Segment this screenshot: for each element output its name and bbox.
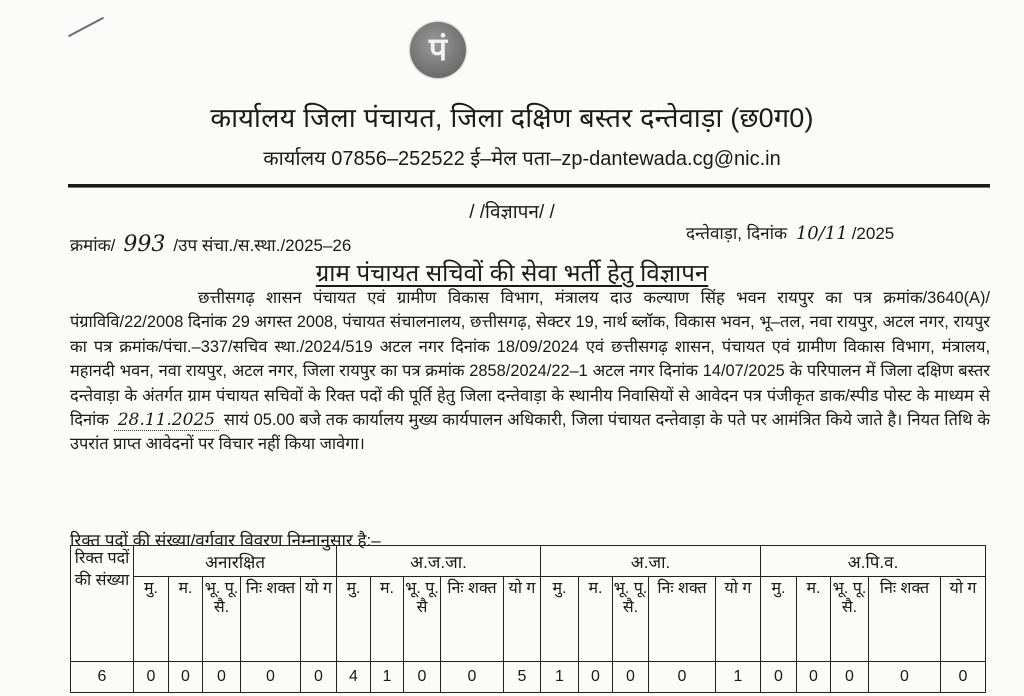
sub-header: भू. पू. सै. [203,577,241,662]
table-cell: 0 [869,662,941,693]
logo-glyph: पं [428,31,448,67]
sub-header-row [71,577,986,662]
sub-header: मु. [761,577,797,662]
ref-number-handwritten: 993 [123,232,166,257]
date-handwritten: 10/11 [795,223,848,244]
ref-prefix: क्रमांक/ [70,236,116,255]
sub-header: म. [579,577,613,662]
table-cell: 0 [134,662,169,693]
table-cell: 1 [541,662,579,693]
table-cell: 4 [337,662,371,693]
sub-header: निः शक्त [241,577,301,662]
sub-header: यो ग [504,577,541,662]
body-part-1: छत्तीसगढ़ शासन पंचायत एवं ग्रामीण विकास विभाग, मंत्रालय दाउ कल्याण सिंह भवन रायपुर का पत्र क्रमांक/3640(A)/पंग्राविवि/22/2008 दिनांक 29 अगस्त 2008, पंचायत संचालनालय, छत्तीसगढ़, सेक्टर 19, नार्थ ब्लॉक, विकास भवन, भू–तल, नवा रायपुर, अटल नगर, रायपुर का पत्र क्रमांक/पंचा.–337/सचिव स्था./2024/519 अटल नगर दिनांक 18/09/2024 एवं छत्तीसगढ़ शासन, पंचायत एवं ग्रामीण विकास विभाग, मंत्रालय, महानदी भवन, नवा रायपुर, अटल नगर, जिला रायपुर का पत्र क्रमांक 2858/2024/22–1 अटल नगर दिनांक 14/07/2025 के परिपालन में जिला दक्षिण बस्तर दन्तेवाड़ा के अंतर्गत ग्राम पंचायत सचिवों के रिक्त पदों की पूर्ति हेतु जिला दन्तेवाड़ा के स्थानीय निवासियों से आवेदन पत्र पंजीकृत डाक/स्पीड पोस्ट के माध्यम से दिनांक [70,289,990,430]
notice-body [70,286,990,457]
org-contact: कार्यालय 07856–252522 ई–मेल पता–zp-dantewada.cg@nic.in [263,148,781,170]
header-divider [68,184,990,188]
sub-header: निः शक्त [649,577,716,662]
notice-tag: / /विज्ञापन/ / [469,202,555,223]
reference-number [70,232,351,257]
table-cell: 0 [169,662,203,693]
table-cell: 0 [441,662,504,693]
sub-header: म. [371,577,404,662]
table-cell: 0 [203,662,241,693]
group-header-st: अ.ज.जा. [337,546,541,577]
table-caption: रिक्त पदों की संख्या/वर्गवार विवरण निम्नानुसार है:– [70,531,381,550]
table-cell: 5 [504,662,541,693]
sub-header: भू. पू. सै [404,577,441,662]
body-part-2: सायं 05.00 बजे तक कार्यालय मुख्य कार्यपालन अधिकारी, जिला पंचायत दन्तेवाड़ा के पते पर आमंत्रित किये जाते है। नियत तिथि के उपरांत प्राप्त आवेदनों पर विचार नहीं किया जावेगा। [70,411,990,454]
issue-date [686,221,894,244]
sub-header: मु. [337,577,371,662]
sub-header: यो ग [941,577,986,662]
table-cell: 0 [941,662,986,693]
ref-suffix: /उप संचा./स.स्था./2025–26 [173,236,352,255]
table-cell: 0 [613,662,649,693]
group-header-unreserved: अनारक्षित [134,546,337,577]
panchayat-logo-icon [410,22,466,78]
date-suffix: /2025 [851,224,895,243]
group-header-row [71,546,986,577]
table-cell: 0 [404,662,441,693]
heading-text: ग्राम पंचायत सचिवों की सेवा भर्ती हेतु विज्ञापन [315,260,709,287]
sub-header: यो ग [716,577,761,662]
sub-header: मु. [134,577,169,662]
values-row [71,662,986,693]
sub-header: यो ग [301,577,337,662]
pen-mark [68,17,104,38]
total-vacancies: 6 [71,662,134,693]
table-cell: 0 [831,662,869,693]
sub-header: भू. पू. सै. [613,577,649,662]
org-title: कार्यालय जिला पंचायत, जिला दक्षिण बस्तर दन्तेवाड़ा (छ0ग0) [210,103,814,133]
notice-heading [0,256,1024,289]
table-cell: 0 [649,662,716,693]
sub-header: मु. [541,577,579,662]
deadline-handwritten: 28.11.2025 [114,410,219,431]
sub-header: निः शक्त [441,577,504,662]
table-cell: 1 [371,662,404,693]
total-vacancy-header: रिक्त पदों की संख्या [71,546,134,662]
table-cell: 0 [241,662,301,693]
sub-header: म. [797,577,831,662]
table-cell: 0 [797,662,831,693]
sub-header: निः शक्त [869,577,941,662]
vacancy-table [70,545,986,693]
group-header-obc: अ.पि.व. [761,546,986,577]
date-prefix: दन्तेवाड़ा, दिनांक [686,224,788,243]
table-cell: 1 [716,662,761,693]
table-cell: 0 [579,662,613,693]
group-header-sc: अ.जा. [541,546,761,577]
sub-header: म. [169,577,203,662]
table-cell: 0 [761,662,797,693]
table-cell: 0 [301,662,337,693]
sub-header: भू. पू. सै. [831,577,869,662]
